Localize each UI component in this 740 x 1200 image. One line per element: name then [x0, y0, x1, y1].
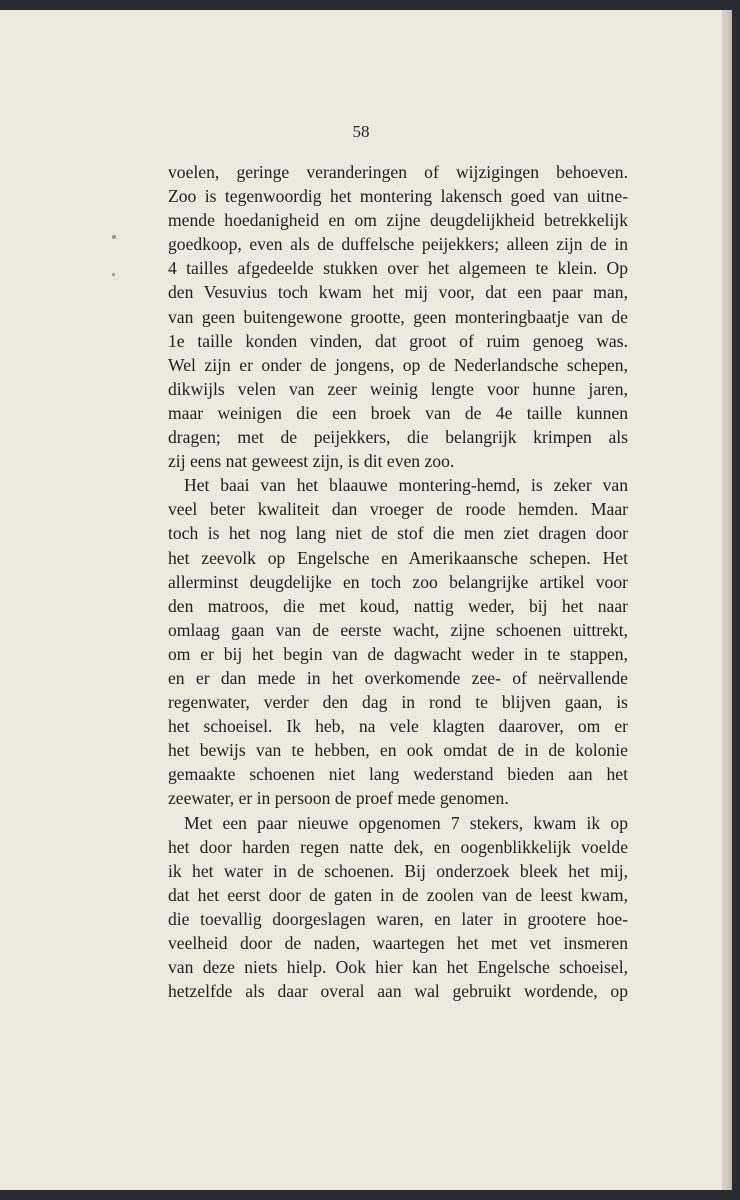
speck-mark [112, 273, 115, 276]
text-line: allerminst deugdelijke en toch zoo belangrijke artikel voor [168, 571, 628, 592]
text-line: voelen, geringe veranderingen of wijzigingen behoeven. [168, 162, 628, 182]
page-edge [722, 10, 732, 1190]
text-line: Zoo is tegenwoordig het montering lakensch goed van uitne- [168, 186, 628, 207]
text-line: goedkoop, even als de duffelsche peijekkers; alleen zijn de in [168, 234, 628, 255]
text-line: veel beter kwaliteit dan vroeger de roode hemden. Maar [168, 499, 628, 520]
text-line: van deze niets hielp. Ook hier kan het Engelsche schoeisel, [168, 957, 628, 978]
text-line: hetzelfde als daar overal aan wal gebruikt wordende, op [168, 981, 628, 1002]
text-line: van geen buitengewone grootte, geen monteringbaatje van de [168, 306, 628, 327]
speck-mark [112, 235, 116, 239]
text-line: Het baai van het blaauwe montering-hemd, is zeker van [184, 475, 628, 496]
text-line: het door harden regen natte dek, en oogenblikkelijk voelde [168, 836, 628, 857]
page-number: 58 [352, 122, 370, 141]
text-line: en er dan mede in het overkomende zee- of neërvallende [168, 667, 628, 688]
text-line: dat het eerst door de gaten in de zoolen van de leest kwam, [168, 884, 628, 905]
text-line: het zeevolk op Engelsche en Amerikaansche schepen. Het [168, 547, 628, 568]
text-line: regenwater, verder den dag in rond te blijven gaan, is [168, 692, 628, 713]
text-line: omlaag gaan van de eerste wacht, zijne schoenen uittrekt, [168, 619, 628, 640]
text-line: maar weinigen die een broek van de 4e taille kunnen [168, 402, 628, 423]
text-line: zij eens nat geweest zijn, is dit even zoo. [168, 451, 455, 472]
text-line: die toevallig doorgeslagen waren, en later in grootere hoe- [168, 908, 628, 929]
body-text [168, 160, 628, 1003]
text-line: het schoeisel. Ik heb, na vele klagten daarover, om er [168, 716, 628, 737]
text-line: ik het water in de schoenen. Bij onderzoek bleek het mij, [168, 860, 628, 881]
text-line: dragen; met de peijekkers, die belangrijk krimpen als [168, 427, 628, 448]
text-line: veelheid door de naden, waartegen het met vet insmeren [168, 933, 628, 953]
text-line: gemaakte schoenen niet lang wederstand bieden aan het [168, 764, 628, 785]
text-line: Wel zijn er onder de jongens, op de Nederlandsche schepen, [168, 354, 628, 375]
text-line: zeewater, er in persoon de proef mede genomen. [168, 788, 509, 809]
text-line: 1e taille konden vinden, dat groot of ruim genoeg was. [168, 330, 628, 351]
text-line: mende hoedanigheid en om zijne deugdelijkheid betrekkelijk [168, 210, 628, 231]
scan-border [732, 10, 740, 1190]
text-line: om er bij het begin van de dagwacht weder in te stappen, [168, 643, 628, 664]
text-line: 4 tailles afgedeelde stukken over het algemeen te klein. Op [168, 258, 628, 279]
text-line: Met een paar nieuwe opgenomen 7 stekers, kwam ik op [184, 812, 628, 833]
text-line: den matroos, die met koud, nattig weder, bij het naar [168, 595, 628, 616]
text-line: toch is het nog lang niet de stof die men ziet dragen door [168, 523, 628, 544]
text-line: dikwijls velen van zeer weinig lengte voor hunne jaren, [168, 378, 628, 399]
text-line: den Vesuvius toch kwam het mij voor, dat een paar man, [168, 282, 628, 303]
text-line: het bewijs van te hebben, en ook omdat de in de kolonie [168, 740, 628, 761]
